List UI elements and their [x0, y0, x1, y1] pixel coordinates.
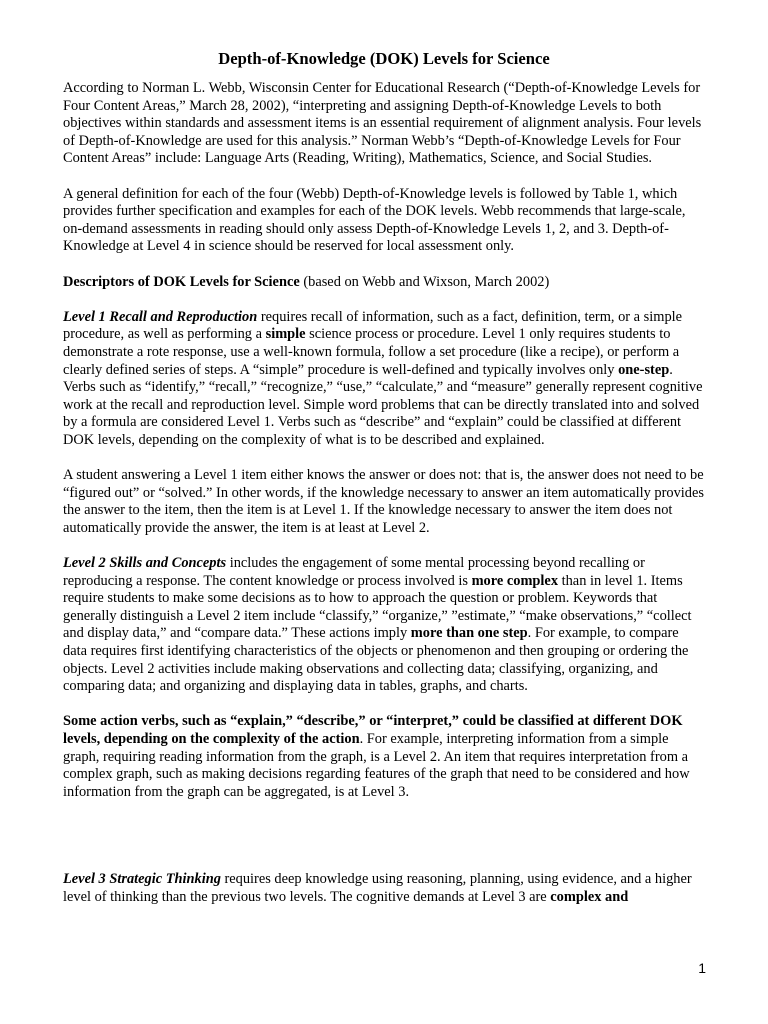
level2-text-c: . For example, to compare data requires first identifying characteristics of the objects or phenomenon and then grouping or ordering the objects. Level 2 activities include making observations and collecting data; classifying, organizing, and comparing data; and organizing and displaying data in tables, graphs, and charts. [63, 625, 689, 695]
level1-bold-one-step: one-step [618, 361, 670, 378]
page-title: Depth-of-Knowledge (DOK) Levels for Science [218, 49, 550, 68]
level1-heading: Level 1 Recall and Reproduction [63, 308, 258, 325]
action-verbs-rest: . For example, interpreting information from a simple graph, requiring reading information from the graph, is a Level 2. An item that requires interpretation from a complex graph, such as making decisions regarding features of the graph that need to be considered and how information from the graph can be aggregated, is at Level 3. [63, 730, 690, 800]
level1-student-paragraph: A student answering a Level 1 item either knows the answer or does not: that is, the answer does not need to be “figured out” or “solved.” In other words, if the knowledge necessary to answer an item automatically provides the answer to the item, then the item is at Level 1. If the knowledge necessary to answer the item does not automatically provide the answer, the item is at least at Level 2. [63, 467, 704, 536]
action-verbs-paragraph [63, 713, 704, 801]
level2-heading: Level 2 Skills and Concepts [63, 555, 227, 572]
level2-paragraph [63, 555, 704, 696]
descriptors-heading-bold: Descriptors of DOK Levels for Science [63, 273, 300, 290]
descriptors-heading-rest: (based on Webb and Wixson, March 2002) [299, 273, 550, 290]
page-number: 1 [698, 960, 706, 976]
level3-bold-complex-and: complex and [550, 888, 629, 905]
intro-paragraph: According to Norman L. Webb, Wisconsin Center for Educational Research (“Depth-of-Knowledge Levels for Four Content Areas,” March 28, 2002), “interpreting and assigning Depth-of-Knowledge Levels to both objectives within standards and assessment items is an essential requirement of alignment analysis. Four levels of Depth-of-Knowledge are used for this analysis.” Norman Webb’s “Depth-of-Knowledge Levels for Four Content Areas” include: Language Arts (Reading, Writing), Mathematics, Science, and Social Studies. [63, 80, 702, 167]
level2-bold-more-than-one-step: more than one step [410, 625, 528, 642]
level2-text-a: includes the engagement of some mental processing beyond recalling or reproducing a response. The content knowledge or process involved is [63, 555, 645, 589]
level2-text-b: than in level 1. Items require students to make some decisions as to how to approach the question or problem. Keywords that generally distinguish a Level 2 item include “classify,” “organize,” ”estimate,” “make observations,” “collect and display data,” and “compare data.” These actions imply [63, 572, 692, 642]
level1-text-c: . Verbs such as “identify,” “recall,” “recognize,” “use,” “calculate,” and “measure” generally represent cognitive work at the recall and reproduction level. Simple word problems that can be directly translated into and solved by a formula are considered Level 1. Verbs such as “describe” and “explain” could be classified at different DOK levels, depending on the complexity of what is to be described and explained. [63, 361, 703, 448]
action-verbs-bold: Some action verbs, such as “explain,” “describe,” or “interpret,” could be classified at different DOK levels, depending on the complexity of the action [63, 713, 683, 747]
level1-paragraph [63, 309, 704, 450]
descriptors-heading [63, 274, 704, 292]
level2-bold-more-complex: more complex [471, 572, 559, 589]
level1-text-b: science process or procedure. Level 1 only requires students to demonstrate a rote response, use a well-known formula, follow a set procedure (like a recipe), or perform a clearly defined series of steps. A “simple” procedure is well-defined and typically involves only [63, 326, 680, 378]
level3-paragraph [63, 871, 704, 906]
level1-text-a: requires recall of information, such as a fact, definition, term, or a simple procedure, as well as performing a [63, 308, 683, 343]
definition-paragraph: A general definition for each of the four (Webb) Depth-of-Knowledge levels is followed by Table 1, which provides further specification and examples for each of the DOK levels. Webb recommends that large-scale, on-demand assessments in reading should only assess Depth-of-Knowledge Levels 1, 2, and 3. Depth-of-Knowledge at Level 4 in science should be reserved for local assessment only. [63, 185, 686, 255]
level3-heading: Level 3 Strategic Thinking [63, 871, 221, 888]
level1-bold-simple: simple [265, 326, 306, 343]
document-body [63, 80, 704, 924]
level3-text-a: requires deep knowledge using reasoning, planning, using evidence, and a higher level of thinking than the previous two levels. The cognitive demands at Level 3 are [63, 871, 692, 905]
